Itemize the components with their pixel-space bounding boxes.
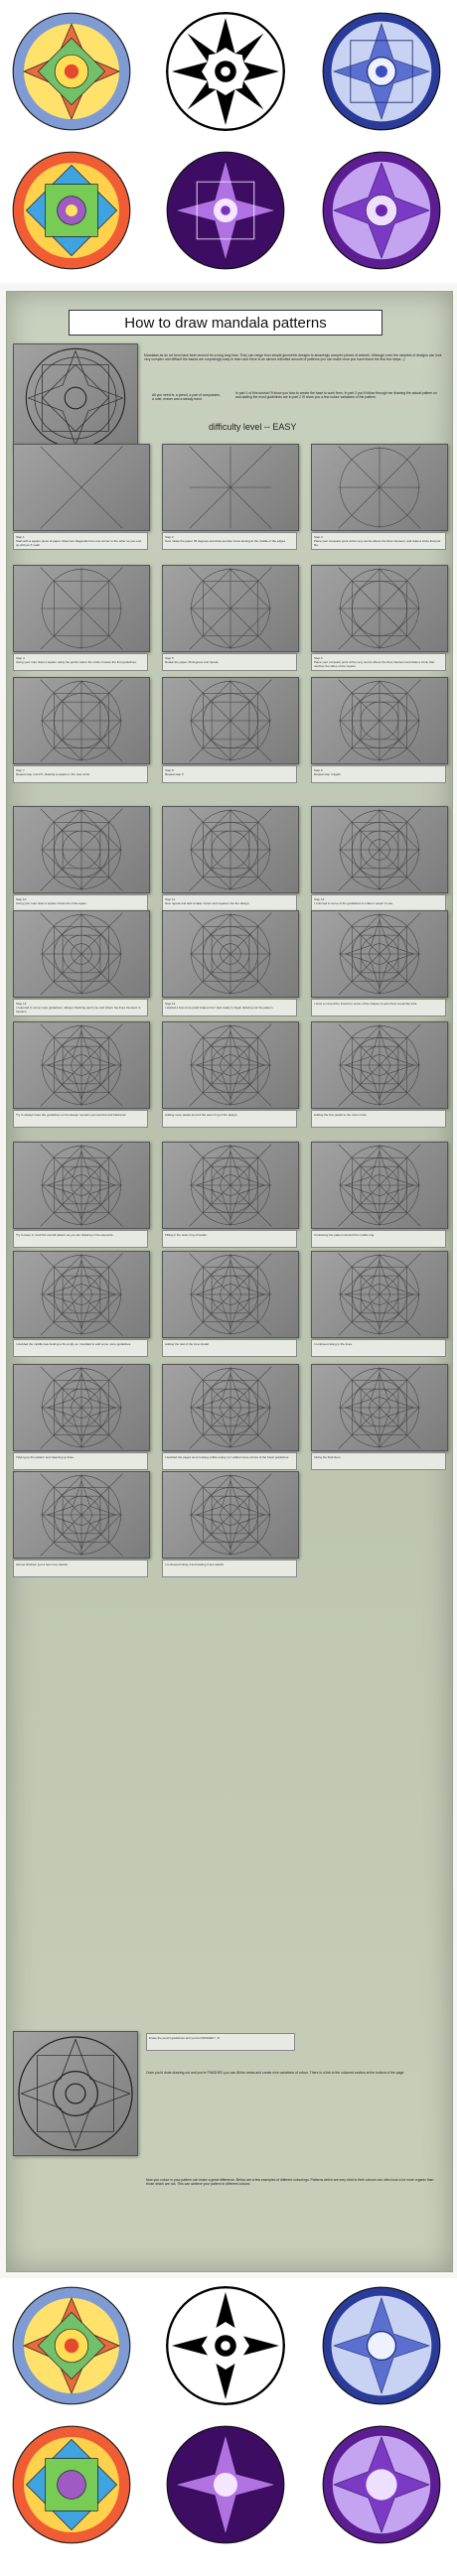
step-caption bbox=[311, 999, 446, 1017]
step-image bbox=[162, 565, 299, 652]
step-text: I decided the middle was looking a bit empty so I decided to add some more guidelines. bbox=[16, 1342, 132, 1346]
step-text: Repeat step 4 and 5, drawing a square in the new circle. bbox=[16, 772, 90, 776]
step-caption bbox=[13, 1110, 148, 1128]
step-text: Now repeat and add smaller circles and squares into the design. bbox=[165, 901, 250, 905]
mandala-image-blue bbox=[322, 12, 441, 131]
top-mandala-gallery bbox=[0, 0, 457, 283]
step-text: Using your ruler draw a square using the points where the circle crosses the first guidelines. bbox=[16, 660, 137, 664]
mandala-image-black-white bbox=[166, 12, 285, 131]
step-caption bbox=[13, 1339, 148, 1357]
step-text: Rotate the paper 45 degrees and repeat. bbox=[165, 660, 220, 664]
step-caption bbox=[162, 532, 297, 550]
step-image bbox=[162, 1471, 299, 1559]
mandala-image-rainbow-orange bbox=[12, 151, 131, 270]
step-image bbox=[311, 444, 448, 531]
step-label: Step 7 bbox=[16, 768, 25, 772]
step-caption bbox=[162, 1559, 297, 1577]
step-text: I continued along in the lines. bbox=[314, 1342, 353, 1346]
step-text: I coloured in some more guidelines, always checking each one and where the lines intersect to function. bbox=[16, 1006, 141, 1014]
step-caption bbox=[13, 765, 148, 783]
step-image bbox=[311, 1364, 448, 1451]
step-label: Step 11 bbox=[165, 897, 176, 901]
materials-list: All you need is: a pencil, a pair of compasses, a ruler, eraser and a steady hand bbox=[152, 393, 221, 402]
step-text: Filling in the outer ring of petals. bbox=[165, 1233, 208, 1237]
step-text: Inking the final lines. bbox=[314, 1455, 342, 1459]
step-image bbox=[13, 806, 150, 893]
step-image bbox=[13, 565, 150, 652]
step-text: Place your compass point at the very centre where the lines intersect and draw a circle that touches the sides of the square. bbox=[314, 660, 434, 668]
tutorial-panel bbox=[6, 291, 453, 2272]
step-label: Step 5 bbox=[165, 656, 174, 660]
step-text: Try to always trace the guidelines so the design remains symmetrical and balanced. bbox=[16, 1113, 127, 1117]
step-text: Continuing the pattern around the middle ring. bbox=[314, 1233, 376, 1237]
step-text: I continued inking it and adding a few details. bbox=[165, 1562, 225, 1566]
mandala-image-rainbow-orange-bottom bbox=[12, 2425, 131, 2544]
step-text: Start with a square piece of paper. Draw two diagonals from one corner to the other so you end up with an X mark. bbox=[16, 539, 142, 547]
step-image bbox=[13, 1021, 150, 1109]
step-text: Tidying up the pattern and cleaning up lines. bbox=[16, 1455, 75, 1459]
step-text: Repeat step 4 again bbox=[314, 772, 341, 776]
step-caption bbox=[13, 1452, 148, 1470]
step-text: I decided the pages were looking a little empty so I added some circles of the basic guidelines. bbox=[165, 1455, 290, 1459]
step-caption bbox=[162, 653, 297, 671]
mandala-image-purple-bottom bbox=[166, 2425, 285, 2544]
step-image bbox=[162, 444, 299, 531]
step-text: Try to keep in mind the overall pattern as you are drawing in the elements. bbox=[16, 1233, 114, 1237]
step-image bbox=[13, 677, 150, 764]
step-caption bbox=[13, 1559, 148, 1577]
step-caption bbox=[13, 999, 148, 1017]
mandala-image-violet-bottom bbox=[322, 2425, 441, 2544]
step-image bbox=[311, 565, 448, 652]
intro-finished-pattern-image bbox=[13, 343, 138, 453]
step-caption bbox=[311, 653, 446, 671]
page-title: How to draw mandala patterns bbox=[69, 310, 382, 336]
step-image bbox=[311, 806, 448, 893]
mandala-image-black-white-bottom bbox=[166, 2286, 285, 2405]
step-label: Step 1 bbox=[16, 535, 25, 539]
step-label: Step 12 bbox=[314, 897, 325, 901]
step-label: Step 2 bbox=[165, 535, 174, 539]
step-caption bbox=[311, 1230, 446, 1248]
step-caption bbox=[162, 765, 297, 783]
step-caption bbox=[311, 1110, 446, 1128]
step-caption bbox=[162, 1452, 297, 1470]
step-label: Step 9 bbox=[314, 768, 323, 772]
mandala-image-blue-bottom bbox=[322, 2286, 441, 2405]
step-text: Using your ruler draw a square inside the circle again. bbox=[16, 901, 87, 905]
step-image bbox=[13, 1364, 150, 1451]
final-colour-note: Once you'd done drawing out and you're FINISHED you can fill the areas and create nice variations of colour. There is a link to the coloured section at the bottom of the page. bbox=[146, 2071, 405, 2075]
intro-paragraph-1: Mandalas as an art form have been around for a long long time. They can range from simple geometric designs to amazingly complex pieces of artwork. Although even the simplest of designs can look very complex and difficult the basics are surprisingly easy to learn and there is an almost unlimited amount of patterns you can make once you have learnt the first few steps :-) bbox=[144, 353, 442, 362]
step-image bbox=[13, 1471, 150, 1559]
step-caption bbox=[162, 1339, 297, 1357]
step-caption bbox=[13, 1230, 148, 1248]
step-caption bbox=[311, 532, 446, 550]
step-text: Repeat step 6 bbox=[165, 772, 184, 776]
step-text: Now rotate the paper 45 degrees and draw another cross aiming at the middle of the edges. bbox=[165, 539, 286, 543]
step-image bbox=[162, 677, 299, 764]
step-text: Adding more petals around the outer ring of the design. bbox=[165, 1113, 238, 1117]
step-image bbox=[311, 1142, 448, 1229]
step-caption bbox=[13, 653, 148, 671]
mandala-image-violet bbox=[322, 151, 441, 270]
step-text: I drew a curved line inward to some of the shapes to give them a leaf-like look. bbox=[314, 1002, 418, 1006]
step-text: I coloured in some of the guidelines to make it easier to see. bbox=[314, 901, 393, 905]
step-label: Step 10 bbox=[16, 897, 27, 901]
step-image bbox=[13, 1251, 150, 1338]
step-label: Step 13 bbox=[16, 1002, 27, 1006]
step-image bbox=[162, 1021, 299, 1109]
final-closing-note: Now you colour in your pattern can make a great difference. Below are a few examples of different colourings. Patterns which are very vivid in their colours can often look a lot more organic than those which are not. This can achieve your pattern in different colours. bbox=[146, 2178, 434, 2187]
step-image bbox=[162, 1142, 299, 1229]
intro-paragraph-2: In part 1 of this tutorial I'll show you how to create the base to work from. In part 2 you'll follow through me drawing the actual pattern on and adding the most guidelines are in part 2 I'll show you a few colour variations of the pattern. bbox=[235, 391, 437, 400]
step-label: Step 8 bbox=[165, 768, 174, 772]
step-image bbox=[311, 1251, 448, 1338]
step-text: Almost finished, just a few more details. bbox=[16, 1562, 69, 1566]
mandala-image-rainbow-yellow-bottom bbox=[12, 2286, 131, 2405]
step-text: Adding the last of the inner detail. bbox=[165, 1342, 210, 1346]
bottom-mandala-gallery bbox=[0, 2278, 457, 2576]
mandala-image-rainbow-yellow bbox=[12, 12, 131, 131]
step-text: I started a few more petal shapes but I was ready to begin drawing out the pattern. bbox=[165, 1006, 274, 1010]
step-caption bbox=[311, 1452, 446, 1470]
step-caption bbox=[162, 1110, 297, 1128]
step-image bbox=[13, 1142, 150, 1229]
step-caption bbox=[13, 532, 148, 550]
step-image bbox=[162, 1364, 299, 1451]
step-image bbox=[162, 910, 299, 998]
step-text: Adding the first petals to the inner circle. bbox=[314, 1113, 368, 1117]
step-image bbox=[311, 1021, 448, 1109]
step-image bbox=[13, 910, 150, 998]
mandala-image-purple bbox=[166, 151, 285, 270]
step-image bbox=[311, 910, 448, 998]
step-caption bbox=[162, 999, 297, 1017]
step-label: Step 6 bbox=[314, 656, 323, 660]
step-caption bbox=[162, 1230, 297, 1248]
step-label: Step 4 bbox=[16, 656, 25, 660]
difficulty-level: difficulty level -- EASY bbox=[209, 422, 297, 432]
step-caption bbox=[311, 765, 446, 783]
step-label: Step 3 bbox=[314, 535, 323, 539]
step-image bbox=[311, 677, 448, 764]
step-caption bbox=[311, 1339, 446, 1357]
step-image bbox=[162, 806, 299, 893]
final-pencil-image bbox=[13, 2031, 138, 2156]
step-text: Place your compass point at the very centre where the lines intersect, and draw a circle that just fits. bbox=[314, 539, 441, 547]
step-label: Step 14 bbox=[165, 1002, 176, 1006]
final-erase-note: Erase the pencil guidelines and you're FINISHED ! :D bbox=[146, 2033, 295, 2051]
step-image bbox=[13, 444, 150, 531]
step-image bbox=[162, 1251, 299, 1338]
